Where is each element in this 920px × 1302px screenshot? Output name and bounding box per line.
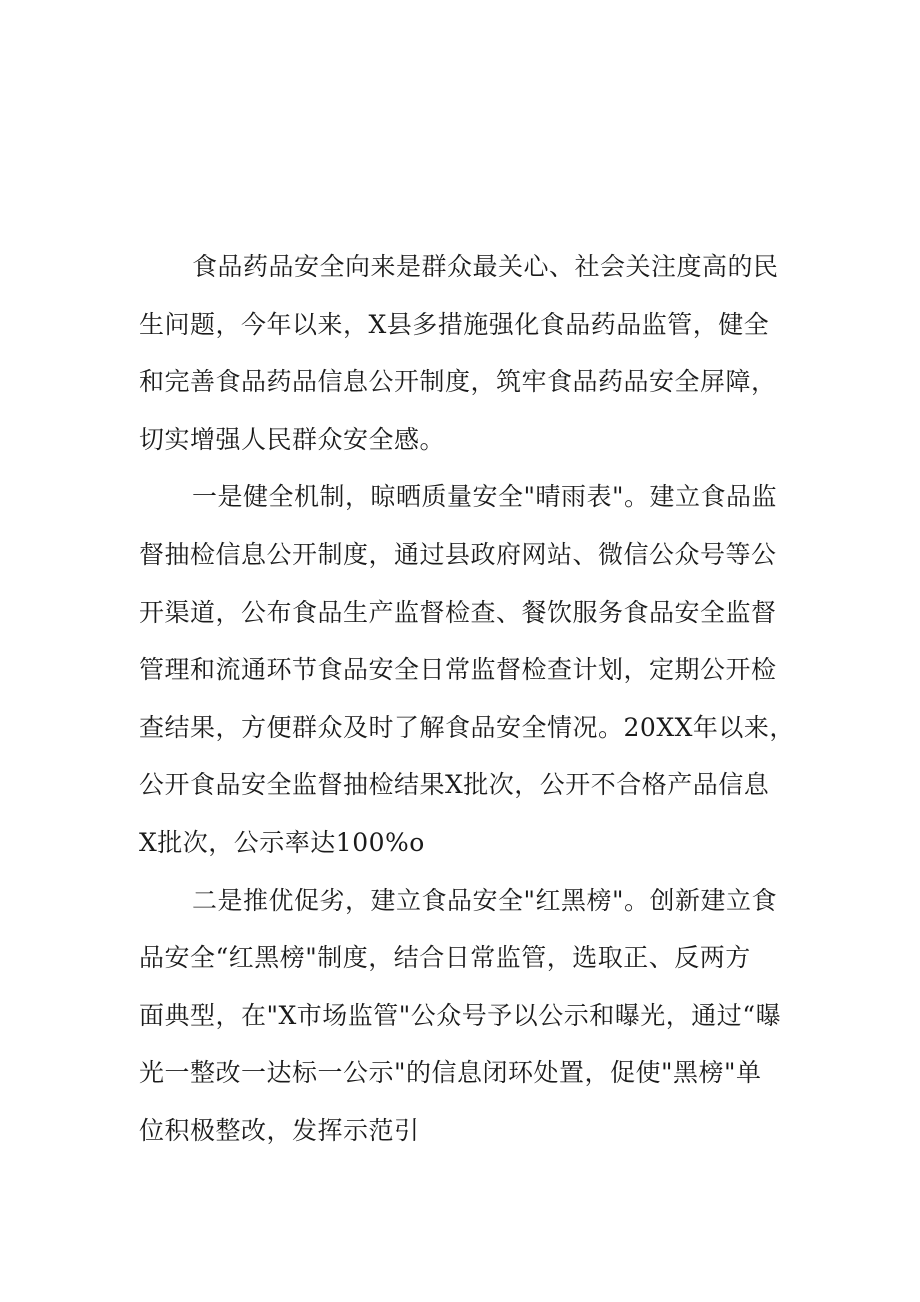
paragraph-line: 切实增强人民群众安全感。 xyxy=(139,424,446,454)
paragraph-mechanism xyxy=(139,468,799,871)
paragraph-line: 光一整改一达标一公示"的信息闭环处置，促使"黑榜"单 xyxy=(139,1058,762,1088)
paragraph-line: 面典型，在"X市场监管"公众号予以公示和曝光，通过“曝 xyxy=(139,1000,782,1030)
paragraph-line: 食品药品安全向来是群众最关心、社会关注度高的民 xyxy=(192,252,779,281)
document-body xyxy=(139,238,799,1160)
paragraph-line: 位积极整改，发挥示范引 xyxy=(139,1115,420,1145)
paragraph-intro xyxy=(139,238,799,468)
paragraph-line: 查结果，方便群众及时了解食品安全情况。20XX年以来， xyxy=(139,712,795,742)
paragraph-line: 品安全“红黑榜"制度，结合日常监管，选取正、反两方 xyxy=(139,943,751,973)
paragraph-line: 管理和流通环节食品安全日常监督检查计划，定期公开检 xyxy=(139,655,777,685)
paragraph-line: 督抽检信息公开制度，通过县政府网站、微信公众号等公 xyxy=(139,539,777,569)
paragraph-line: 一是健全机制，晾晒质量安全"晴雨表"。建立食品监 xyxy=(192,482,778,512)
paragraph-line: 公开食品安全监督抽检结果X批次，公开不合格产品信息 xyxy=(139,770,770,800)
paragraph-line: 开渠道，公布食品生产监督检查、餐饮服务食品安全监督 xyxy=(139,597,777,627)
paragraph-line: 生问题，今年以来，X县多措施强化食品药品监管，健全 xyxy=(139,309,770,339)
paragraph-line: X批次，公示率达100%o xyxy=(139,827,425,857)
paragraph-line: 和完善食品药品信息公开制度，筑牢食品药品安全屏障， xyxy=(139,367,777,397)
paragraph-line: 二是推优促劣，建立食品安全"红黑榜"。创新建立食 xyxy=(192,885,778,915)
paragraph-red-black-list xyxy=(139,872,799,1160)
